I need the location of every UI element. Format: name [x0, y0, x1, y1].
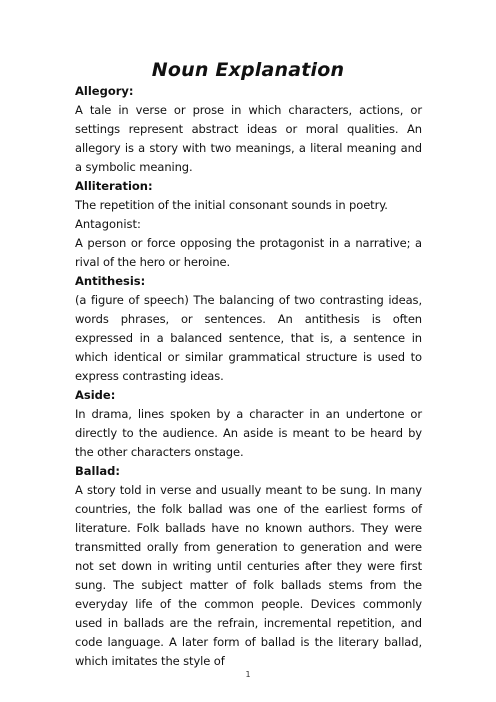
definition-aside: In drama, lines spoken by a character in an undertone or directly to the audience. An aside is meant to be heard by the other characters onstage.: [75, 407, 422, 459]
term-alliteration: Alliteration:: [75, 179, 153, 193]
glossary-content: [75, 82, 422, 671]
term-ballad: Ballad:: [75, 464, 121, 478]
page-number: 1: [245, 670, 251, 679]
page-title: Noun Explanation: [151, 59, 345, 81]
definition-allegory: A tale in verse or prose in which characters, actions, or settings represent abstract ideas or moral qualities. An allegory is a story with two meanings, a literal meaning and a symbolic meaning.: [75, 103, 422, 174]
term-antithesis: Antithesis:: [75, 274, 146, 288]
definition-ballad: A story told in verse and usually meant to be sung. In many countries, the folk ballad was one of the earliest forms of literature. Folk ballads have no known authors. They were transmitted orally from generation to generation and were not set down in writing until centuries after they were first sung. The subject matter of folk ballads stems from the everyday life of the common people. Devices commonly used in ballads are the refrain, incremental repetition, and code language. A later form of ballad is the literary ballad, which imitates the style of: [75, 483, 422, 668]
definition-alliteration: The repetition of the initial consonant sounds in poetry.: [75, 198, 388, 212]
definition-antithesis: (a figure of speech) The balancing of two contrasting ideas, words phrases, or sentences. An antithesis is often expressed in a balanced sentence, that is, a sentence in which identical or similar grammatical structure is used to express contrasting ideas.: [75, 293, 422, 383]
definition-antagonist: A person or force opposing the protagonist in a narrative; a rival of the hero or heroine.: [75, 236, 422, 269]
term-antagonist: Antagonist:: [75, 217, 141, 231]
term-aside: Aside:: [75, 388, 116, 402]
term-allegory: Allegory:: [75, 84, 134, 98]
